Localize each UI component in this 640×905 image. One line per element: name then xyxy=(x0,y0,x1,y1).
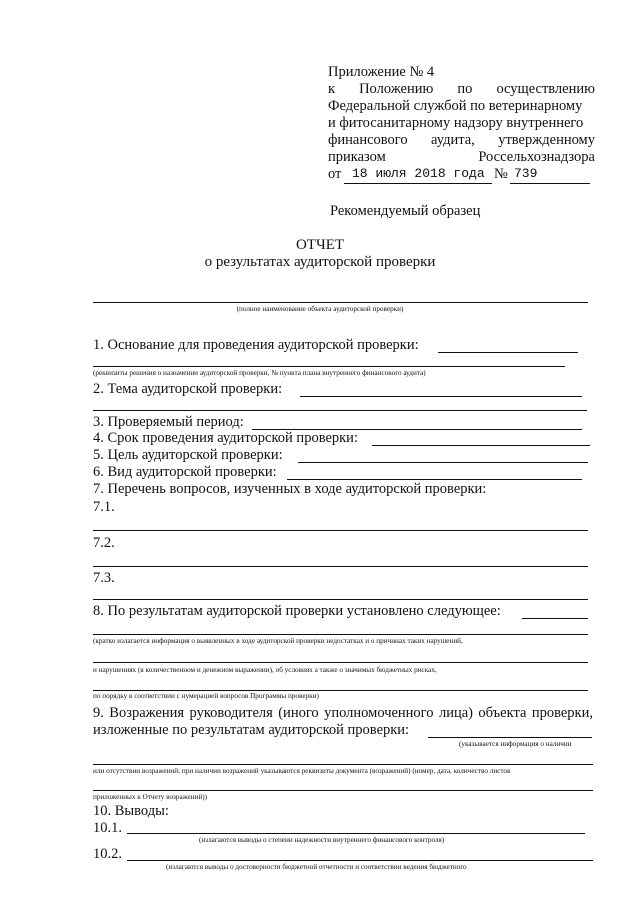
report-subtitle: о результатах аудиторской проверки xyxy=(204,254,436,270)
item-9-line-2 xyxy=(93,764,593,765)
item-2-line-2 xyxy=(93,410,587,411)
item-5-line xyxy=(298,462,588,463)
item-10-2-line xyxy=(127,860,593,861)
report-title: ОТЧЕТ xyxy=(295,237,345,253)
header-word: Положению xyxy=(359,81,434,97)
item-8-line-2 xyxy=(93,634,588,635)
order-date-prefix: от xyxy=(328,166,342,182)
header-word: по xyxy=(457,81,473,97)
item-10-1-label: 10.1. xyxy=(93,820,122,836)
header-line-5 xyxy=(328,132,595,149)
item-7-1-label: 7.1. xyxy=(93,499,115,515)
order-date: 18 июля 2018 года xyxy=(352,166,485,181)
header-word: к xyxy=(328,81,336,97)
item-6-label: 6. Вид аудиторской проверки: xyxy=(93,464,277,480)
item-10-1-note: (излагаются выводы о степени надежности внутреннего финансового контроля) xyxy=(199,836,445,844)
item-7-1-line xyxy=(93,530,588,531)
item-9-label-2: изложенные по результатам аудиторской проверки: xyxy=(93,722,410,738)
object-name-line xyxy=(93,302,588,303)
header-line-3: Федеральной службой по ветеринарному xyxy=(328,98,583,114)
appendix-number: Приложение № 4 xyxy=(328,64,435,80)
item-4-line xyxy=(372,445,590,446)
item-7-3-line xyxy=(93,599,588,600)
header-word: приказом xyxy=(328,149,386,165)
item-8-line-3 xyxy=(93,662,588,663)
item-10-2-label: 10.2. xyxy=(93,846,122,862)
item-8-label: 8. По результатам аудиторской проверки установлено следующее: xyxy=(93,603,501,619)
item-9-note-3: приложенных к Отчету возражений)) xyxy=(93,793,208,801)
item-7-3-label: 7.3. xyxy=(93,570,115,586)
item-9-line xyxy=(428,737,592,738)
order-number-prefix: № xyxy=(494,166,508,182)
order-number: 739 xyxy=(514,166,538,181)
item-1-note: (реквизиты решения о назначении аудиторской проверки, № пункта плана внутреннего финансового аудита) xyxy=(93,369,426,377)
object-name-note: (полное наименование объекта аудиторской проверки) xyxy=(236,305,404,313)
header-word: утвержденному xyxy=(498,132,595,148)
item-8-note-1: (кратко излагается информация о выявленных в ходе аудиторской проверки недостатках и о причинах таких нарушений, xyxy=(93,637,463,645)
item-9-note-1: (указывается информация о наличии xyxy=(459,740,572,748)
item-6-line xyxy=(287,479,582,480)
item-2-line xyxy=(300,396,582,397)
item-9-note-2: или отсутствии возражений; при наличии возражений указываются реквизиты документа (возражений) (номер, дата, количество листов xyxy=(93,767,511,775)
sample-label: Рекомендуемый образец xyxy=(330,203,481,219)
item-9-line-3 xyxy=(93,790,593,791)
item-1-label: 1. Основание для проведения аудиторской проверки: xyxy=(93,337,419,353)
item-8-note-3: по порядку в соответствии с нумерацией вопросов Программы проверки) xyxy=(93,692,319,700)
header-word: аудита, xyxy=(431,132,475,148)
item-7-label: 7. Перечень вопросов, изученных в ходе аудиторской проверки: xyxy=(93,481,487,497)
header-line-6 xyxy=(328,149,595,166)
item-7-2-line xyxy=(93,566,588,567)
item-3-label: 3. Проверяемый период: xyxy=(93,414,244,430)
header-word: осуществлению xyxy=(496,81,595,97)
item-10-1-line xyxy=(127,833,585,834)
item-4-label: 4. Срок проведения аудиторской проверки: xyxy=(93,430,358,446)
item-5-label: 5. Цель аудиторской проверки: xyxy=(93,447,283,463)
item-10-label: 10. Выводы: xyxy=(93,803,169,819)
order-number-underline xyxy=(510,183,590,184)
item-9-label-1: 9. Возражения руководителя (иного уполномоченного лица) объекта проверки, xyxy=(93,705,593,721)
item-8-line xyxy=(522,618,588,619)
item-1-line xyxy=(438,352,578,353)
item-1-line-2 xyxy=(93,366,565,367)
item-7-2-label: 7.2. xyxy=(93,535,115,551)
header-word: финансового xyxy=(328,132,408,148)
header-word: Россельхознадзора xyxy=(478,149,595,165)
item-8-note-2: и нарушениях (в количественном и денежном выражении), об условиях а также о значимых бюджетных рисках, xyxy=(93,666,437,674)
order-date-underline xyxy=(344,183,492,184)
item-2-label: 2. Тема аудиторской проверки: xyxy=(93,381,283,397)
item-10-2-note: (излагаются выводы о достоверности бюджетной отчетности и соответствии ведения бюджетного xyxy=(166,863,467,871)
header-line-2 xyxy=(328,81,595,98)
item-8-line-4 xyxy=(93,690,588,691)
header-line-4: и фитосанитарному надзору внутреннего xyxy=(328,115,584,131)
